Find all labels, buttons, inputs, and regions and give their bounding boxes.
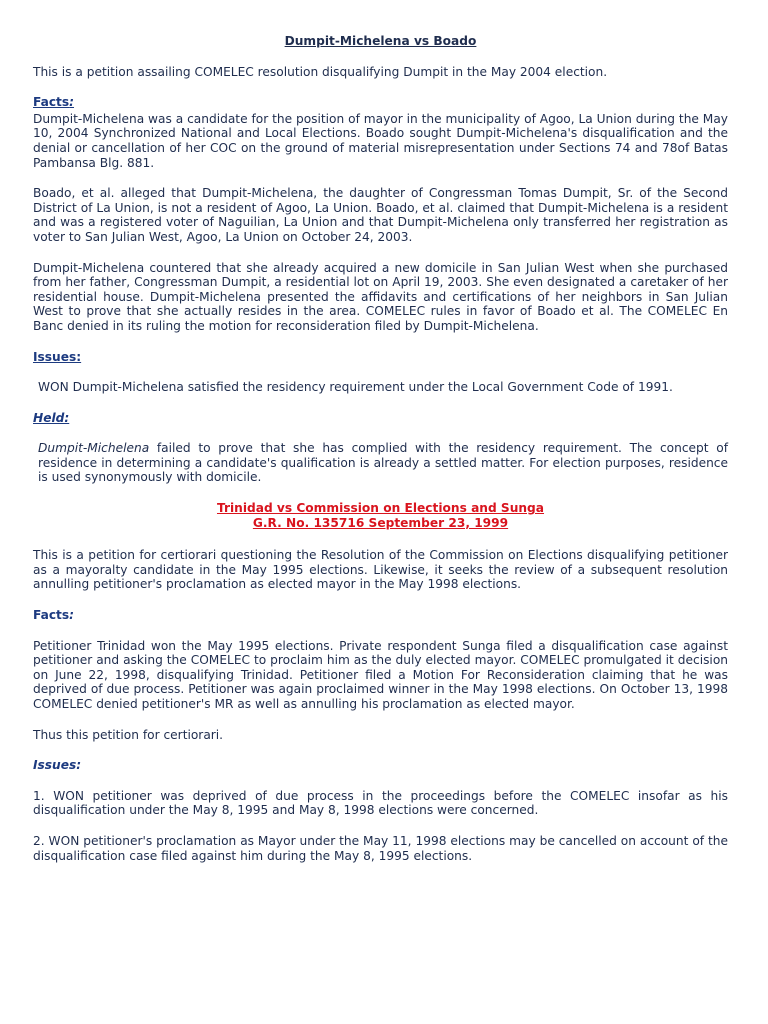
case2-facts-heading-word: Facts <box>33 608 70 623</box>
case2-citation: G.R. No. 135716 September 23, 1999 <box>252 515 509 530</box>
case1-intro: This is a petition assailing COMELEC resolution disqualifying Dumpit in the May 2004 election. <box>33 64 608 79</box>
case2-facts-heading <box>33 608 728 623</box>
case1-facts-paragraph-1: Dumpit-Michelena was a candidate for the position of mayor in the municipality of Agoo, La Union during the May 10, 2004 Synchronized National and Local Elections. Boado sought Dumpit-Michelena's disqualification and the denial or cancellation of her COC on the ground of material misrepresentation under Sections 74 and 78of Batas Pambansa Blg. 881. <box>33 111 728 170</box>
case2-facts-paragraph-1: Petitioner Trinidad won the May 1995 elections. Private respondent Sunga filed a disqualification case against petitioner and asking the COMELEC to proclaim him as the duly elected mayor. COMELEC promulgated it decision on June 22, 1998, disqualifying Trinidad. Petitioner filed a Motion For Reconsideration claiming that he was deprived of due process. Petitioner was again proclaimed winner in the May 1998 elections. On October 13, 1998 COMELEC denied petitioner's MR as well as annulling his proclamation as elected mayor. <box>33 638 728 711</box>
case1-facts-heading-colon: : <box>69 95 75 110</box>
case1-facts-heading <box>33 95 728 110</box>
case2-title: Trinidad vs Commission on Elections and Sunga <box>216 501 545 516</box>
case2-facts-paragraph-2: Thus this petition for certiorari. <box>33 727 224 742</box>
case2-title-block <box>33 501 728 530</box>
case1-held-heading: Held: <box>33 410 70 425</box>
case1-facts-paragraph-2: Boado, et al. alleged that Dumpit-Michelena, the daughter of Congressman Tomas Dumpit, Sr. of the Second District of La Union, is not a resident of Agoo, La Union. Boado, et al. claimed that Dumpit-Michelena is a resident and was a registered voter of Naguilian, La Union and that Dumpit-Michelena only transferred her registration as voter to San Julian West, Agoo, La Union on October 24, 2003. <box>33 186 728 244</box>
case1-facts-paragraph-3: Dumpit-Michelena countered that she already acquired a new domicile in San Julian West when she purchased from her father, Congressman Dumpit, a residential lot on April 19, 2003. She even designated a caretaker of her residential house. Dumpit-Michelena presented the affidavits and certifications of her neighbors in San Julian West to prove that she actually resides in the area. COMELEC rules in favor of Boado et al. The COMELEC En Banc denied in its ruling the motion for reconsideration filed by Dumpit-Michelena. <box>33 260 728 333</box>
case1-issues-text: WON Dumpit-Michelena satisfied the residency requirement under the Local Government Code of 1991. <box>38 380 673 395</box>
case2-issues-heading: Issues: <box>33 758 82 773</box>
case1-title: Dumpit-Michelena vs Boado <box>284 34 477 48</box>
case1-held-name: Dumpit-Michelena <box>38 441 150 456</box>
case2-issue-1: 1. WON petitioner was deprived of due process in the proceedings before the COMELEC insofar as his disqualification under the May 8, 1995 and May 8, 1998 elections were concerned. <box>33 788 728 818</box>
case1-held-text: failed to prove that she has complied with the residency requirement. The concept of residence in determining a candidate's qualification is already a settled matter. For election purposes, residence is used synonymously with domicile. <box>38 441 728 485</box>
case1-facts-heading-word: Facts <box>33 95 70 110</box>
case1-held-paragraph <box>33 441 728 485</box>
case2-issue-2: 2. WON petitioner's proclamation as Mayor under the May 11, 1998 elections may be cancelled on account of the disqualification case filed against him during the May 8, 1995 elections. <box>33 833 728 863</box>
case1-issues-heading: Issues: <box>33 349 82 364</box>
case2-facts-heading-colon: : <box>69 608 75 623</box>
case2-intro: This is a petition for certiorari questioning the Resolution of the Commission on Elections disqualifying petitioner as a mayoralty candidate in the May 1995 elections. Likewise, it seeks the review of a subsequent resolution annulling petitioner's proclamation as elected mayor in the May 1998 elections. <box>33 548 728 592</box>
